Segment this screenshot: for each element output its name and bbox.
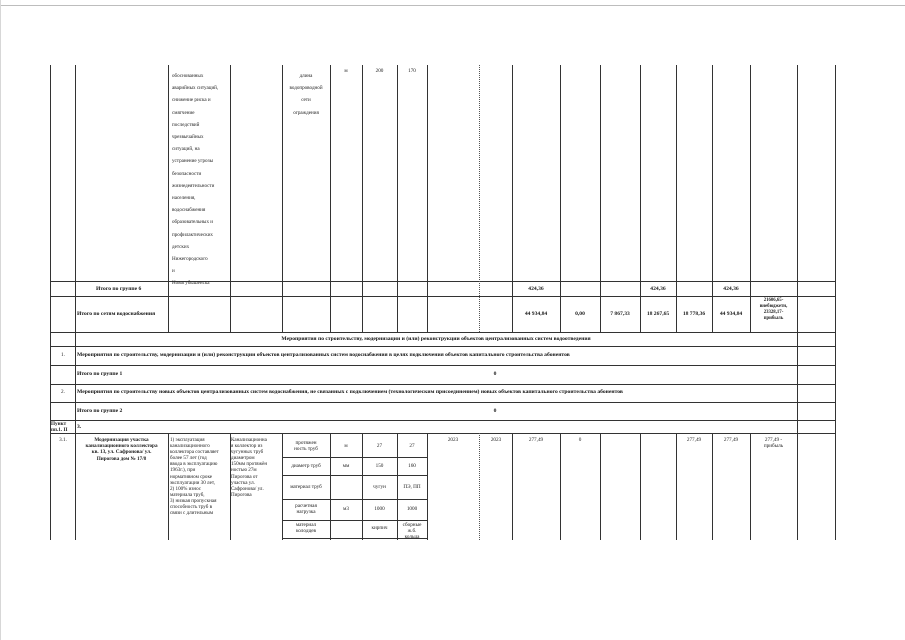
vline-col-i2 — [427, 433, 428, 540]
vline-col-q — [750, 65, 751, 332]
top-unit: м — [344, 68, 348, 74]
param-unit-2: мм — [342, 463, 350, 469]
row1-number: 1. — [61, 352, 65, 358]
itogo-vodosnab-value-1: 44 934,84 — [524, 311, 548, 317]
vline-col-o — [676, 65, 677, 332]
top-value-new: 170 — [408, 68, 416, 74]
vline-col-l — [560, 65, 561, 332]
row2-text: Мероприятия по строительству новых объектов централизованных систем водоснабжения, не связанных с подключением (технологическим присоединением) новых объектов капитального строительства абонентов — [77, 389, 623, 395]
vline-col-c — [168, 65, 169, 332]
col1-line: аварийных ситуаций, — [172, 85, 219, 92]
param-old-2: 150 — [375, 463, 384, 469]
cell-col1-text — [172, 67, 230, 286]
col2-line: ограждения — [293, 109, 319, 116]
section-header: Мероприятия по строительству, модернизации и (или) реконструкции объектов централизованных систем водоотведения — [281, 336, 591, 342]
param-unit-1: м — [344, 443, 348, 449]
param-old-5: кирпич — [371, 525, 388, 531]
param-old-1: 27 — [376, 443, 383, 449]
col2-line: водопроводной — [289, 85, 323, 92]
col1-line: и — [172, 268, 175, 275]
col1-line: Новогубышенска — [172, 280, 210, 287]
vline-col-b — [75, 65, 76, 540]
rule-itogo-bottom — [50, 332, 835, 333]
item31-funding-source: 277,49 - прибыль — [763, 437, 784, 450]
vline-col-j2 — [479, 433, 480, 540]
vline-col-d — [230, 65, 231, 332]
vline-col-j — [479, 65, 480, 332]
row2-number: 2. — [61, 389, 65, 395]
col2-line: сети — [301, 97, 311, 104]
col1-line: образовательных и — [172, 219, 213, 226]
vline-col-h — [397, 65, 398, 332]
param-name-3: материал труб — [290, 484, 322, 490]
itogo-vodosnab-value-6: 44 934,84 — [719, 311, 743, 317]
item31-reason: 1) эксплуатация канализационного коллектора составляет более 57 лет (год ввода в эксплуатацию 1963г.), при нормативном сроке эксплуатации 30 лет, 2) 100% износ материала труб, 3) низкая пропускная способность труб в связи с длительным — [170, 437, 219, 517]
itogo-group6-value-2: 424,36 — [650, 286, 666, 292]
param-name-4: расчетная нагрузка — [295, 503, 317, 516]
param-name-2: диаметр труб — [291, 463, 321, 469]
itogo-group1-value: 0 — [493, 371, 497, 377]
col1-line: устранение угрозы — [172, 158, 214, 165]
param-new-2: 160 — [408, 463, 416, 469]
itogo-vodosnab-value-5: 18 778,36 — [682, 311, 706, 317]
vline-col-o2 — [676, 433, 677, 540]
punkt-label: Пункт пп.1. II — [51, 421, 68, 434]
col1-line: снижение риска и — [172, 97, 211, 104]
param-new-1: 27 — [409, 443, 415, 449]
item31-cost: 277,49 — [528, 437, 544, 443]
col1-line: ситуаций, на — [172, 146, 200, 153]
row1-text: Мероприятия по строительству, модернизации и (или) реконструкции объектов централизованных систем водоснабжения в целях подключения объектов капитального строительства абонентов — [77, 352, 570, 358]
item31-year-start: 2023 — [447, 437, 459, 443]
itogo-vodosnab-value-3: 7 867,33 — [610, 311, 630, 317]
vline-col-s — [835, 65, 836, 540]
itogo-vodosnab-label: Итого по сетям водоснабжения — [77, 311, 156, 317]
col1-line: безопасности — [172, 170, 202, 177]
param-old-4: 1000 — [374, 506, 385, 512]
itogo-group2-value: 0 — [493, 408, 497, 414]
col1-line: детских — [172, 243, 190, 250]
vline-col-m — [600, 65, 601, 332]
punkt-number: 3. — [77, 424, 82, 430]
rule-param3 — [282, 499, 427, 500]
col1-line: водоснабжения — [172, 207, 206, 214]
vline-col-l2 — [560, 433, 561, 540]
item31-year-end: 2023 — [490, 437, 502, 443]
vline-col-i — [427, 65, 428, 332]
rule-section-bottom — [50, 346, 835, 347]
rule-itogo1-bottom — [50, 384, 835, 385]
item31-number: 3.1. — [59, 437, 67, 443]
vline-col-c2 — [168, 433, 169, 540]
col1-line: профилактических — [172, 231, 213, 238]
itogo-group6-value-1: 424,36 — [528, 286, 544, 292]
itogo-vodosnab-value-2: 0,00 — [575, 311, 585, 317]
param-name-5: материал колодцев — [295, 522, 317, 535]
cell-col2-text — [283, 67, 329, 116]
col1-line: обоснованных — [172, 73, 204, 80]
col1-line: последствий — [172, 121, 200, 128]
rule-param2 — [282, 475, 427, 476]
item31-name: Модернизация участка канализационного коллектора кв. 13, ул. Сафронова/ ул. Пирогова дом № 17/8 — [85, 437, 158, 462]
col1-line: Нижегородского — [172, 255, 208, 262]
top-value-old: 200 — [375, 68, 384, 74]
itogo-group2-label: Итого по группе 2 — [77, 408, 123, 414]
col1-line: жизнедеятельности — [172, 182, 215, 189]
rule-row2-bottom — [50, 402, 835, 403]
param-new-5: сборные ж.б. кольца — [402, 522, 422, 541]
param-name-1: протяжен ность труб — [294, 440, 318, 453]
itogo-group6-label: Итого по группе 6 — [96, 286, 142, 292]
vline-col-a — [50, 65, 51, 540]
param-new-3: ПЭ, ПП — [403, 484, 421, 490]
itogo-group6-value-3: 424,36 — [723, 286, 739, 292]
item31-cost-2: 277,49 — [686, 437, 702, 443]
item31-zero: 0 — [578, 437, 582, 443]
item31-cost-3: 277,49 — [723, 437, 739, 443]
rule-param4 — [282, 520, 427, 521]
vline-col-n2 — [640, 433, 641, 540]
rule-itogo2-bottom — [50, 420, 835, 421]
param-new-4: 1000 — [406, 506, 418, 512]
col1-line: населения, — [172, 194, 196, 201]
param-old-3: чугун — [373, 484, 386, 490]
item31-description: Канализационна я коллектор из чугунных труб диаметром 150мм протяжён ностью 27м Пирогова от участка ул. Сафронова/ ул. Пирогова — [231, 437, 268, 498]
vline-col-r — [797, 65, 798, 540]
itogo-group1-label: Итого по группе 1 — [77, 371, 123, 377]
col1-line: чрезвычайных — [172, 134, 204, 141]
vline-col-k2 — [512, 433, 513, 540]
itogo-vodosnab-note: 21606,65- внебюджетн, 23328,17- прибыль — [759, 298, 788, 321]
param-unit-4: м3 — [343, 506, 349, 512]
rule-param1 — [282, 457, 427, 458]
vline-col-g — [362, 65, 363, 332]
vline-col-p2 — [712, 433, 713, 540]
rule-row1-bottom — [50, 365, 835, 366]
itogo-vodosnab-value-4: 18 267,65 — [646, 311, 670, 317]
col1-line: смягчение — [172, 109, 195, 116]
vline-col-f — [330, 65, 331, 332]
col2-line: длина — [299, 73, 313, 80]
vline-col-m2 — [600, 433, 601, 540]
